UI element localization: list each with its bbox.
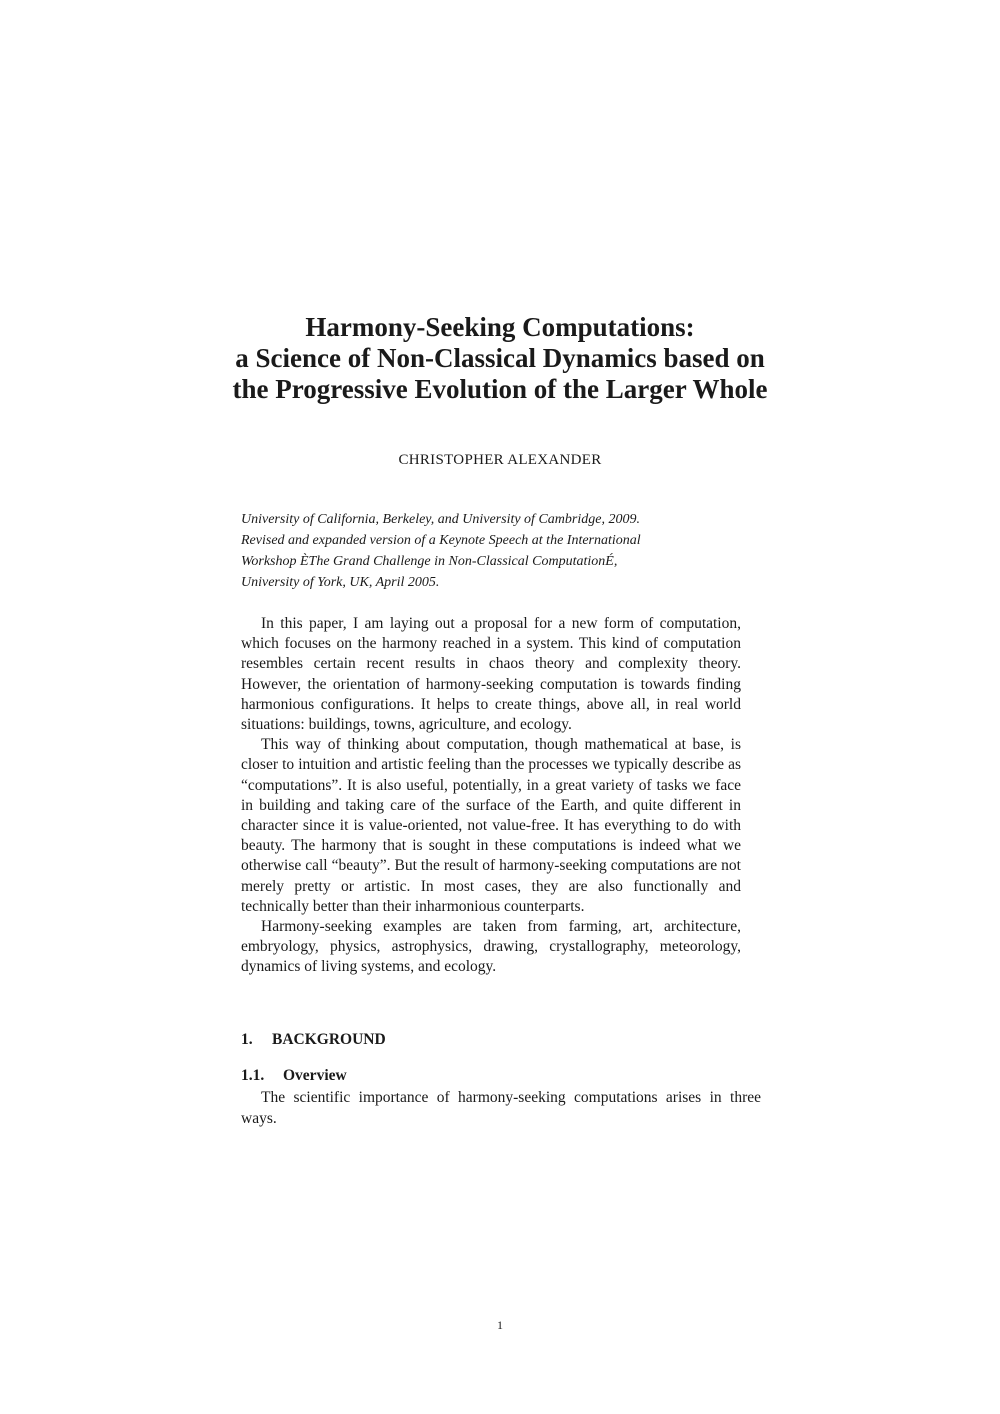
overview-body (241, 1088, 761, 1129)
affiliation-line-4: University of York, UK, April 2005. (241, 575, 440, 590)
subsection-heading-overview (241, 1067, 347, 1085)
affiliation-line-2: Revised and expanded version of a Keynote Speech at the International (241, 533, 641, 548)
overview-paragraph: The scientific importance of harmony-seeking computations arises in three ways. (241, 1089, 761, 1127)
paragraph-1: In this paper, I am laying out a proposal for a new form of computation, which focuses on the harmony reached in a system. This kind of computation resembles certain recent results in chaos theory and complexity theory. However, the orientation of harmony-seeking computation is towards finding harmonious configurations. It helps to create things, above all, in real world situations: buildings, towns, agriculture, and ecology. (241, 615, 741, 734)
abstract-body (241, 614, 741, 978)
section-number: 1. (241, 1031, 253, 1048)
affiliation-block (241, 509, 721, 593)
title-line-1: Harmony-Seeking Computations: (305, 312, 695, 342)
paper-title (0, 312, 1000, 405)
section-heading-background (241, 1031, 386, 1049)
title-line-3: the Progressive Evolution of the Larger Whole (232, 374, 768, 404)
paragraph-3: Harmony-seeking examples are taken from farming, art, architecture, embryology, physics, astrophysics, drawing, crystallography, meteorology, dynamics of living systems, and ecology. (241, 918, 741, 976)
author-name: CHRISTOPHER ALEXANDER (398, 452, 602, 468)
section-title: BACKGROUND (272, 1031, 386, 1048)
subsection-title: Overview (283, 1067, 347, 1084)
affiliation-line-1: University of California, Berkeley, and University of Cambridge, 2009. (241, 512, 640, 527)
paragraph-2: This way of thinking about computation, though mathematical at base, is closer to intuition and artistic feeling than the processes we typically describe as “computations”. It is also useful, potentially, in a great variety of tasks we face in building and taking care of the surface of the Earth, and quite different in character since it is value-oriented, not value-free. It has everything to do with beauty. The harmony that is sought in these computations is indeed what we otherwise call “beauty”. But the result of harmony-seeking computations are not merely pretty or artistic. In most cases, they are also functionally and technically better than their inharmonious counterparts. (241, 736, 741, 915)
affiliation-line-3: Workshop ÈThe Grand Challenge in Non-Classical ComputationÉ, (241, 554, 618, 569)
title-line-2: a Science of Non-Classical Dynamics based on (235, 343, 765, 373)
page-number: 1 (497, 1318, 503, 1332)
subsection-number: 1.1. (241, 1067, 265, 1084)
